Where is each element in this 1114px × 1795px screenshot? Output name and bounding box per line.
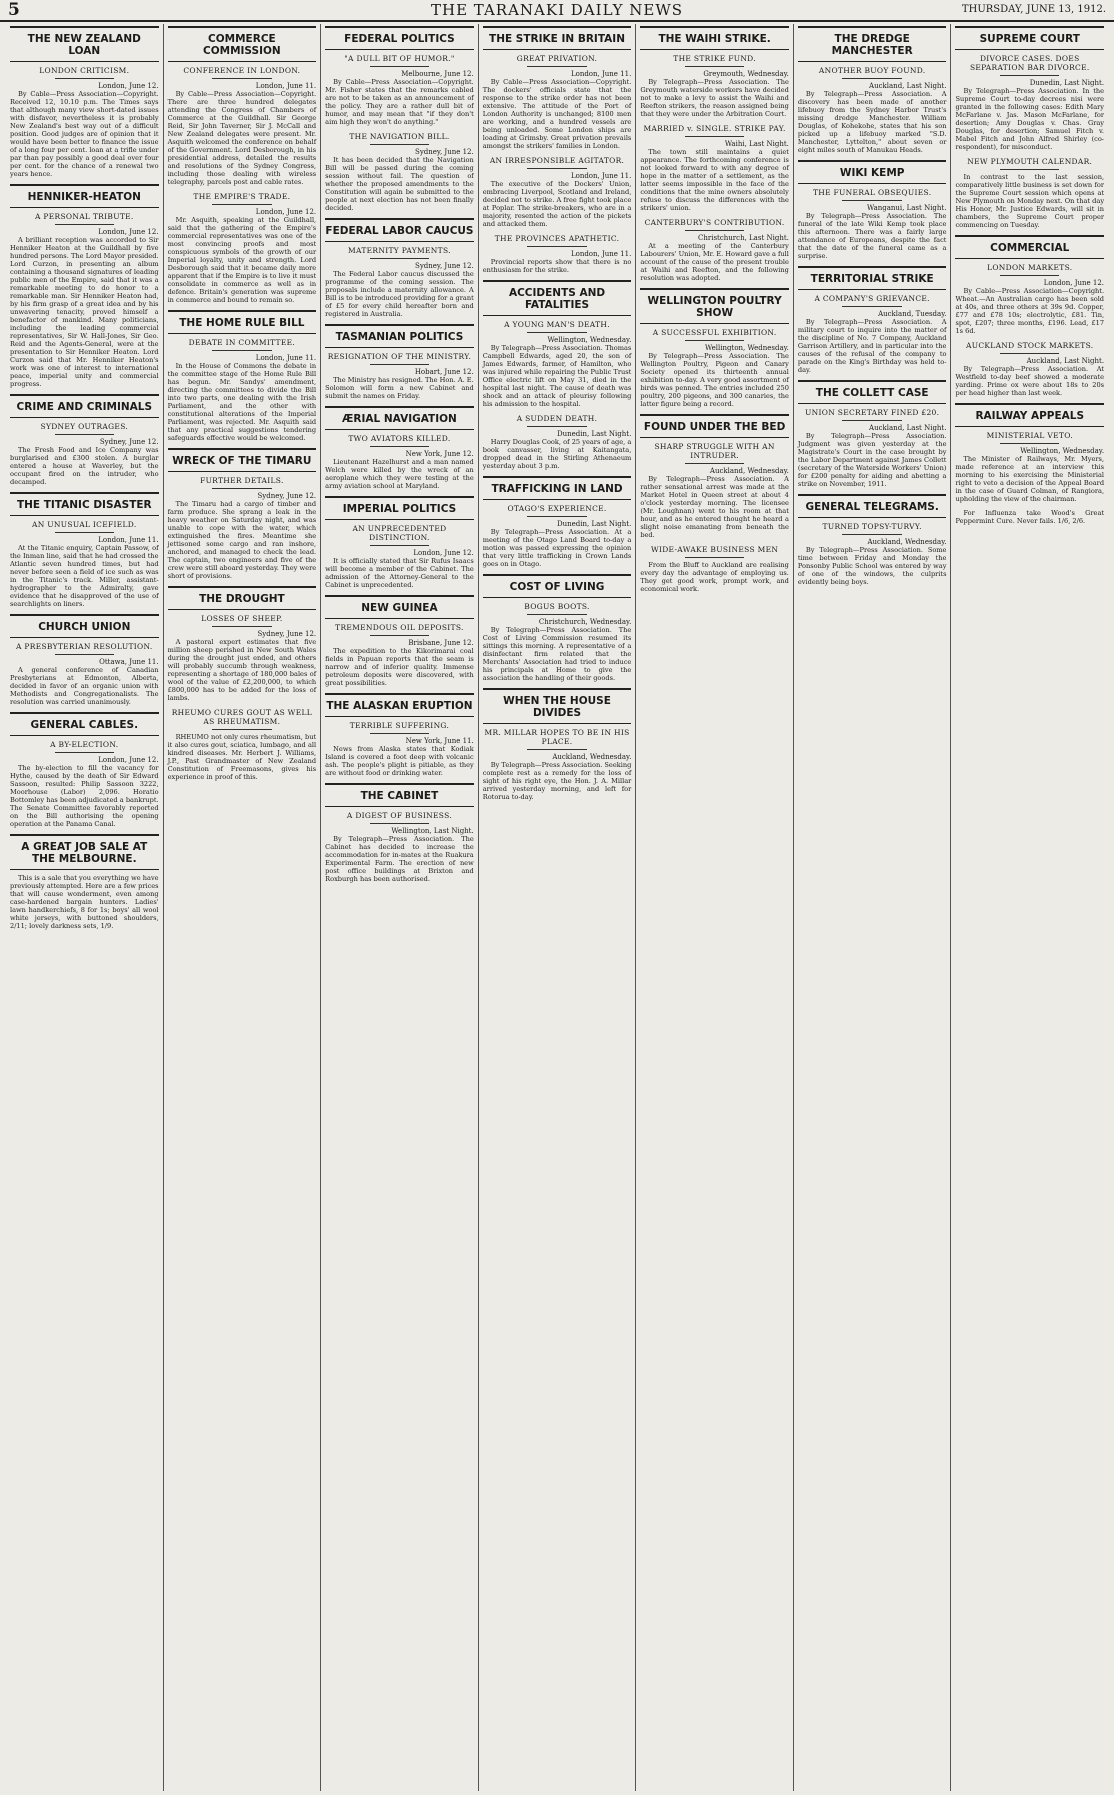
article: [325, 595, 474, 687]
columns: [6, 24, 1108, 1791]
article-dateline: London, June 11.: [570, 70, 632, 78]
article-subheading: A PERSONAL TRIBUTE.: [34, 212, 134, 221]
article-dateline: London, June 12.: [1043, 279, 1105, 287]
article-dateline: Wellington, Wednesday.: [547, 336, 632, 344]
divider: [370, 144, 429, 145]
article-subheading: "A DULL BIT OF HUMOR.": [344, 54, 455, 63]
article-subheading: BOGUS BOOTS.: [524, 602, 590, 611]
article: [10, 394, 159, 486]
article-dateline: Dunedin, Last Night.: [557, 520, 632, 528]
article-dateline: Sydney, June 12.: [415, 148, 474, 156]
divider: [212, 729, 271, 730]
page-number: 5: [8, 0, 20, 20]
divider: [55, 654, 114, 655]
divider: [55, 224, 114, 225]
article-body: At a meeting of the Canterbury Labourers' Union, Mr. E. Howard gave a full account of the cause of the present trouble at Waihi and Reefton, and the following resolution was adopted.: [640, 242, 789, 282]
article: [955, 509, 1104, 525]
divider: [685, 340, 744, 341]
divider: [370, 66, 429, 67]
article-headline: THE STRIKE IN BRITAIN: [483, 26, 632, 50]
article-dateline: Dunedin, Last Night.: [557, 430, 632, 438]
article-body: Harry Douglas Cook, of 25 years of age, a book canvasser, living at Kaitangata, dropped dead in the Stirling Athenaeum yesterday about 3 p.m.: [482, 438, 632, 470]
article-body: By Cable—Press Association—Copyright. Wheat.—An Australian cargo has been sold at 40s, and three others at 39s 9d. Copper, £77 and £78 10s; electrolytic, £81. Tin, spot, £207; three months, £196. Lead, £17 1s 6d.: [955, 287, 1105, 335]
article: [325, 324, 474, 400]
article-dateline: Auckland, Last Night.: [869, 424, 947, 432]
article-subheading: RHEUMO CURES GOUT AS WELL AS RHEUMATISM.: [171, 708, 313, 726]
article-subheading: A SUCCESSFUL EXHIBITION.: [652, 328, 777, 337]
article-dateline: London, June 11.: [255, 82, 317, 90]
article-headline: TRAFFICKING IN LAND: [483, 476, 632, 500]
article: [10, 834, 159, 930]
article-dateline: London, June 12.: [98, 756, 159, 764]
article-headline: THE HOME RULE BILL: [168, 310, 317, 334]
divider: [212, 488, 271, 489]
article-subheading: DEBATE IN COMMITTEE.: [188, 338, 296, 347]
article-subheading: A SUDDEN DEATH.: [516, 414, 598, 423]
article: [483, 574, 632, 682]
article: [168, 26, 317, 186]
article-body: Lieutenant Hazelhurst and a man named Welch were killed by the wreck of an aeroplane which they were testing at the army aviation school at Maryland.: [325, 458, 474, 490]
divider: [685, 136, 744, 137]
article-subheading: AN UNUSUAL ICEFIELD.: [32, 520, 137, 529]
article-subheading: AN IRRESPONSIBLE AGITATOR.: [489, 156, 625, 165]
article-headline: THE COLLETT CASE: [798, 380, 947, 404]
article-headline: RAILWAY APPEALS: [955, 403, 1104, 427]
divider: [685, 230, 744, 231]
column-5: [636, 24, 794, 1791]
article-body: The Minister of Railways, Mr. Myers, made reference at an interview this morning to his exercising the Ministerial right to veto a decision of the Appeal Board in the case of Guard Colman, of Rangiora, upholding the view of the chairman.: [955, 455, 1105, 503]
article: [10, 26, 159, 178]
divider: [527, 426, 586, 427]
article-subheading: A DIGEST OF BUSINESS.: [346, 811, 452, 820]
article: [483, 476, 632, 568]
article: [955, 157, 1104, 229]
article-body: By Telegraph—Press Association. The funeral of the late Wiki Kemp took place this afternoon. There was a fairly large attendance of Europeans, despite the fact that the date of the funeral came as a surprise.: [797, 212, 947, 260]
article-subheading: TERRIBLE SUFFERING.: [349, 721, 450, 730]
article: [955, 235, 1104, 335]
article: [640, 545, 789, 593]
divider: [527, 66, 586, 67]
article-dateline: London, June 11.: [570, 172, 632, 180]
article-body: It is officially stated that Sir Rufus Isaacs will become a member of the Cabinet. The admission of the Attorney-General to the Cabinet is unprecedented.: [325, 557, 474, 589]
article-body: By Telegraph—Press Association. A discovery has been made of another lifebuoy from the Sydney Harbor Trust's missing dredge Manchester. William Douglas, of Kohekohe, states that his son picked up a lifebuoy marked "S.D. Manchester, Lyttelton," about seven or eight miles south of Manukau Heads.: [797, 90, 947, 154]
article-headline: CHURCH UNION: [10, 614, 159, 638]
article-body: By Telegraph—Press Association. The Wellington Poultry, Pigeon and Canary Society opened its thirteenth annual exhibition to-day. A very good assortment of birds was penned. The entries included 250 poultry, 200 pigeons, and 300 canaries, the latter figure being a record.: [640, 352, 789, 408]
article-body: By Telegraph—Press Association. Some time between Friday and Monday the Ponsonby Public School was entered by way of one of the windows, the culprits evidently being boys.: [797, 546, 947, 586]
article: [640, 124, 789, 212]
article-dateline: Christchurch, Last Night.: [698, 234, 789, 242]
article-subheading: THE STRIKE FUND.: [673, 54, 756, 63]
divider: [1000, 353, 1059, 354]
divider: [212, 204, 271, 205]
article-body: The town still maintains a quiet appearance. The forthcoming conference is not looked forward to with any degree of hope in the matter of a settlement, as the latter seems impossible in the face of the conditions that the mine owners absolutely refuse to discuss the differences with the strikers' union.: [640, 148, 789, 212]
divider: [527, 749, 586, 750]
article-subheading: MARRIED v. SINGLE. STRIKE PAY.: [643, 124, 786, 133]
article-headline: COMMERCE COMMISSION: [168, 26, 317, 62]
divider: [55, 78, 114, 79]
article: [325, 693, 474, 777]
article-headline: WRECK OF THE TIMARU: [168, 448, 317, 472]
article-body: By Telegraph—Press Association. Seeking complete rest as a remedy for the loss of sight of his right eye, the Hon. J. A. Millar arrived yesterday morning, and left for Rotorua to-day.: [482, 761, 632, 801]
article-subheading: WIDE-AWAKE BUSINESS MEN: [650, 545, 779, 554]
article-headline: TERRITORIAL STRIKE: [798, 266, 947, 290]
article: [168, 586, 317, 702]
divider: [842, 78, 901, 79]
article-headline: A GREAT JOB SALE AT THE MELBOURNE.: [10, 834, 159, 870]
article-dateline: London, June 11.: [570, 250, 632, 258]
article-body: By Telegraph—Press Association. Thomas Campbell Edwards, aged 20, the son of James Edwards, farmer, of Hamilton, who was injured while repairing the Public Trust Office electric lift on May 31, died in the hospital last night. The cause of death was shock and an attack of pleurisy following his admission to the hospital.: [482, 344, 632, 408]
article-dateline: Auckland, Last Night.: [869, 82, 947, 90]
divider: [370, 258, 429, 259]
article-subheading: SHARP STRUGGLE WITH AN INTRUDER.: [654, 442, 775, 460]
article: [955, 26, 1104, 151]
divider: [370, 364, 429, 365]
article-headline: THE DREDGE MANCHESTER: [798, 26, 947, 62]
article-subheading: GREAT PRIVATION.: [516, 54, 598, 63]
article: [798, 160, 947, 260]
column-2: [164, 24, 322, 1791]
article-headline: WHEN THE HOUSE DIVIDES: [483, 688, 632, 724]
article-headline: FOUND UNDER THE BED: [640, 414, 789, 438]
article-dateline: Christchurch, Wednesday.: [538, 618, 632, 626]
divider: [842, 420, 901, 421]
article: [168, 448, 317, 580]
article: [955, 403, 1104, 503]
divider: [842, 534, 901, 535]
article-dateline: Wellington, Wednesday.: [705, 344, 789, 352]
divider: [527, 168, 586, 169]
article-headline: GENERAL TELEGRAMS.: [798, 494, 947, 518]
article-dateline: Auckland, Wednesday.: [709, 467, 789, 475]
article-dateline: Dunedin, Last Night.: [1029, 79, 1105, 87]
article-subheading: ANOTHER BUOY FOUND.: [818, 66, 926, 75]
article-dateline: New York, June 12.: [405, 450, 474, 458]
article: [640, 414, 789, 539]
article-dateline: Wellington, Last Night.: [391, 827, 474, 835]
article-body: By Telegraph—Press Association. At Westfield to-day beef showed a moderate yarding. Prime ox were about 18s to 20s per head higher than last week.: [955, 365, 1105, 397]
article-headline: THE NEW ZEALAND LOAN: [10, 26, 159, 62]
article: [325, 496, 474, 589]
article-headline: WIKI KEMP: [798, 160, 947, 184]
article-subheading: CANTERBURY'S CONTRIBUTION.: [644, 218, 785, 227]
divider: [527, 516, 586, 517]
article-body: By Cable—Press Association—Copyright. There are three hundred delegates attending the Congress of Chambers of Commerce at the Guildhall. Sir George Reid, Sir John Taverner, Sir J. McCall and New Zealand delegates were present. Mr. Asquith welcomed the conference on behalf of the Government. Lord Desborough, in his presidential address, detailed the results and resolutions of the Sydney Congress, including those dealing with wireless telegraphy, parcels post and cable rates.: [167, 90, 317, 186]
article-subheading: SYDNEY OUTRAGES.: [40, 422, 129, 431]
divider: [1000, 169, 1059, 170]
article-dateline: London, June 11.: [255, 354, 317, 362]
article-subheading: LOSSES OF SHEEP.: [201, 614, 283, 623]
article-body: This is a sale that you everything we have previously attempted. Here are a few prices that will cause wonderment, even among case-hardened bargain hunters. Ladies' lawn handkerchiefs, 8 for 1s; boys' all wool white jerseys, with buttoned shoulders, 2/11; lovely darkness sets, 1/9.: [10, 874, 159, 930]
article-headline: COMMERCIAL: [955, 235, 1104, 259]
column-7: [951, 24, 1108, 1791]
article: [483, 414, 632, 470]
article-headline: THE WAIHI STRIKE.: [640, 26, 789, 50]
article-subheading: A PRESBYTERIAN RESOLUTION.: [16, 642, 153, 651]
article-dateline: Greymouth, Wednesday.: [703, 70, 789, 78]
article: [325, 26, 474, 126]
article-body: By Cable—Press Association—Copyright. Received 12, 10.10 p.m. The Times says that although many view short-dated issues with disfavor, nevertheless it is probably New Zealand's best way out of a difficult position. Good judges are of opinion that it would have been better to finance the issue of a long four per cent. loan at a trifle under par than pay possibly a good deal over four per cent. for the chance of a renewal two years hence.: [10, 90, 159, 178]
article-dateline: Melbourne, June 12.: [401, 70, 474, 78]
article-body: A pastoral expert estimates that five million sheep perished in New South Wales during the drought just ended, and others will probably succumb through weakness, representing a shortage of 180,000 bales of wool of the value of £2,200,000, to which £800,000 has to be added for the loss of lambs.: [167, 638, 317, 702]
article-body: By Telegraph—Press Association. Judgment was given yesterday at the Magistrate's Court in the case brought by the Labor Department against James Collett (secretary of the Waterside Workers' Union) for £200 penalty for aiding and abetting a strike on November, 1911.: [797, 432, 947, 488]
divider: [1000, 443, 1059, 444]
article-dateline: Wellington, Wednesday.: [1020, 447, 1105, 455]
divider: [370, 545, 429, 546]
divider: [212, 78, 271, 79]
article-body: In the House of Commons the debate in the committee stage of the Home Rule Bill has begun. Mr. Sandys' amendment, directing the committees to divide the Bill into two parts, one dealing with the Irish Parliament, and the other with constitutional alterations of the Imperial Parliament, was rejected. Mr. Asquith said that any practical suggestions tendering safeguards effective would be welcomed.: [167, 362, 317, 442]
article-body: It has been decided that the Navigation Bill will be passed during the coming session without fail. The question of whether the proposed amendments to the Constitution will again be submitted to the people at next election has not been finally decided.: [325, 156, 474, 212]
newspaper-title: THE TARANAKI DAILY NEWS: [430, 1, 684, 19]
article-dateline: Sydney, June 12.: [257, 492, 317, 500]
article-headline: GENERAL CABLES.: [10, 712, 159, 736]
article-subheading: MATERNITY PAYMENTS.: [348, 246, 451, 255]
article-dateline: Auckland, Wednesday.: [552, 753, 632, 761]
article: [955, 341, 1104, 397]
article: [10, 184, 159, 388]
article-body: In contrast to the last session, comparatively little business is set down for the Supreme Court session which opens at New Plymouth on Monday next. On that day His Honor, Mr. Justice Edwards, will sit in chambers, the Supreme Court proper commencing on Tuesday.: [955, 173, 1105, 229]
article-subheading: FURTHER DETAILS.: [200, 476, 284, 485]
article: [483, 688, 632, 801]
article-headline: CRIME AND CRIMINALS: [10, 394, 159, 418]
article-headline: ÆRIAL NAVIGATION: [325, 406, 474, 430]
article: [798, 266, 947, 374]
article-subheading: TREMENDOUS OIL DEPOSITS.: [335, 623, 464, 632]
article-dateline: London, June 12.: [98, 228, 159, 236]
article: [325, 406, 474, 490]
article-body: At the Titanic enquiry, Captain Passow, of the Inman line, said that he had crossed the Atlantic seven hundred times, but had never before seen a field of ice such as was in the Titanic's track. Miller, assistant-hydrographer to the Admiralty, gave evidence that he disapproved of the use of searchlights on liners.: [10, 544, 159, 608]
divider: [527, 614, 586, 615]
article-headline: THE TITANIC DISASTER: [10, 492, 159, 516]
article: [168, 192, 317, 304]
divider: [370, 635, 429, 636]
article-body: By Telegraph—Press Association. A military court to inquire into the matter of the discipline of No. 7 Company, Auckland Garrison Artillery, and in particular into the causes of the refusal of the company to parade on the King's Birthday was held to-day.: [797, 318, 947, 374]
article: [798, 380, 947, 488]
article-body: The expedition to the Kikorimarai coal fields in Papuan reports that the seam is narrow and of inferior quality. Immense petroleum deposits were discovered, with great possibilities.: [325, 647, 474, 687]
column-6: [794, 24, 952, 1791]
divider: [1000, 75, 1059, 76]
article-dateline: London, June 12.: [413, 549, 474, 557]
article-dateline: Auckland, Wednesday.: [867, 538, 947, 546]
article-dateline: Sydney, June 12.: [257, 630, 317, 638]
divider: [370, 733, 429, 734]
article-headline: FEDERAL LABOR CAUCUS: [325, 218, 474, 242]
article-subheading: LONDON MARKETS.: [987, 263, 1073, 272]
article-subheading: TURNED TOPSY-TURVY.: [822, 522, 922, 531]
article-body: By Telegraph—Press Association. A rather sensational arrest was made at the Market Hotel in Queen street at about 4 o'clock yesterday morning. The licensee (Mr. Loughnan) went to his room at that hour, and as he entered thought he heard a slight noise emanating from beneath the bed.: [640, 475, 789, 539]
article: [483, 156, 632, 228]
article-headline: ACCIDENTS AND FATALITIES: [483, 280, 632, 316]
article-subheading: A YOUNG MAN'S DEATH.: [504, 320, 610, 329]
column-1: [6, 24, 164, 1791]
article-headline: FEDERAL POLITICS: [325, 26, 474, 50]
article-subheading: DIVORCE CASES. DOES SEPARATION BAR DIVORCE.: [969, 54, 1090, 72]
divider: [370, 446, 429, 447]
article-subheading: THE NAVIGATION BILL.: [349, 132, 450, 141]
article: [798, 26, 947, 154]
article-dateline: Hobart, June 12.: [414, 368, 474, 376]
article: [640, 288, 789, 408]
divider: [685, 66, 744, 67]
article: [10, 614, 159, 706]
article-body: By Telegraph—Press Association. The Greymouth waterside workers have decided not to make a levy to assist the Waihi and Reefton strikers, the reason assigned being that they were under the Arbitration Court.: [640, 78, 789, 118]
article: [168, 708, 317, 781]
article-body: A general conference of Canadian Presbyterians at Edmonton, Alberta, decided in favor of an organic union with Methodists and Congregationalists. The resolution was carried unanimously.: [10, 666, 159, 706]
article-headline: COST OF LIVING: [483, 574, 632, 598]
article-body: The by-election to fill the vacancy for Hythe, caused by the death of Sir Edward Sassoon, resulted: Philip Sassoon 3222, Moorhouse (Labor) 2,096. Horatio Bottomley has been adjudicated a bankrupt. The Senate Committee favorably reported on the Bill authorising the opening operation at the Panama Canal.: [10, 764, 159, 828]
divider: [527, 246, 586, 247]
article: [10, 712, 159, 828]
article-subheading: NEW PLYMOUTH CALENDAR.: [967, 157, 1093, 166]
article-subheading: MR. MILLAR HOPES TO BE IN HIS PLACE.: [484, 728, 630, 746]
masthead: [0, 0, 1114, 22]
divider: [55, 434, 114, 435]
article-headline: IMPERIAL POLITICS: [325, 496, 474, 520]
article-body: The Ministry has resigned. The Hon. A. E. Solomon will form a new Cabinet and submit the names on Friday.: [325, 376, 474, 400]
article-dateline: London, June 11.: [98, 536, 159, 544]
article-headline: SUPREME COURT: [955, 26, 1104, 50]
article-headline: TASMANIAN POLITICS: [325, 324, 474, 348]
article-dateline: Waihi, Last Night.: [724, 140, 789, 148]
article: [640, 218, 789, 282]
article-dateline: Sydney, June 12.: [415, 262, 474, 270]
article-body: By Telegraph—Press Association. The Cabinet has decided to increase the accommodation for in-mates at the Ruakura Experimental Farm. The erection of new post office buildings at Brixton and Roxburgh has been authorised.: [325, 835, 474, 883]
article: [798, 494, 947, 586]
article-body: By Cable—Press Association—Copyright. The dockers' officials state that the response to the strike order has not been extensive. The attitude of the Port of London Authority is unchanged; 8100 men are working, and a hundred vessels are being unloaded. Some London ships are loading at Grimsby. Great privation prevails amongst the strikers' families in London.: [482, 78, 632, 150]
article: [168, 310, 317, 442]
divider: [212, 350, 271, 351]
article-dateline: Wanganui, Last Night.: [866, 204, 947, 212]
article: [325, 218, 474, 318]
article-dateline: London, June 12.: [255, 208, 317, 216]
article-headline: THE ALASKAN ERUPTION: [325, 693, 474, 717]
article-subheading: AN UNPRECEDENTED DISTINCTION.: [352, 524, 447, 542]
article-body: By Telegraph—Press Association. In the Supreme Court to-day decrees nisi were granted in the following cases: Edith Mary McFarlane v. Jas. Mason McFarlane, for desertion; Amy Douglas v. Chas. Gray Douglas, for desertion; Samuel Fitch v. Mabel Fitch and John Alfred Shirley (co-respondent), for misconduct.: [955, 87, 1105, 151]
article-dateline: Brisbane, June 12.: [408, 639, 474, 647]
article-body: By Telegraph—Press Association. The Cost of Living Commission resumed its sittings this morning. A representative of a disinfectant firm related that the Merchants' Association had tried to induce his principals at Home to give the association the handling of their goods.: [482, 626, 632, 682]
article-subheading: THE FUNERAL OBSEQUIES.: [812, 188, 932, 197]
article-subheading: THE PROVINCES APATHETIC.: [494, 234, 620, 243]
article-headline: THE DROUGHT: [168, 586, 317, 610]
divider: [1000, 275, 1059, 276]
article-body: A brilliant reception was accorded to Sir Henniker Heaton at the Guildhall by five hundred persons. The Lord Mayor presided. Lord Curzon, in presenting an album containing a thousand signatures of leading public men of the Empire, said that it was a remarkable meeting to do honor to a remarkable man. Sir Henniker Heaton had, by his firm grasp of a great idea and by his unwavering tenacity, proved himself a benefactor of mankind. Many politicians, including the leading commercial representatives, Sir W. Hall-Jones, Sir Geo. Reid and the Agents-General, were at the presentation to Sir Henniker Heaton. Lord Curzon said that Mr. Henniker Heaton's work was one of interest to international peace, imperial unity and commercial progress.: [10, 236, 159, 388]
article: [10, 492, 159, 608]
article-body: The Federal Labor caucus discussed the programme of the coming session. The proposals include a maternity allowance. A Bill is to be introduced providing for a grant of £5 for every child hereafter born and registered in Australia.: [325, 270, 474, 318]
column-4: [479, 24, 637, 1791]
divider: [212, 626, 271, 627]
article-body: The executive of the Dockers' Union, embracing Liverpool, Scotland and Ireland, decided not to strike. A free fight took place at Poplar. The strike-breakers, who are in a majority, resented the action of the pickets and attacked them.: [482, 180, 632, 228]
issue-date: THURSDAY, JUNE 13, 1912.: [961, 4, 1106, 15]
article-body: By Telegraph—Press Association. At a meeting of the Otago Land Board to-day a motion was passed expressing the opinion that very little trafficking in Crown Lands goes on in Otago.: [482, 528, 632, 568]
divider: [55, 532, 114, 533]
article: [325, 783, 474, 883]
divider: [685, 557, 744, 558]
article-subheading: TWO AVIATORS KILLED.: [348, 434, 451, 443]
article-headline: THE CABINET: [325, 783, 474, 807]
article-headline: HENNIKER-HEATON: [10, 184, 159, 208]
article-subheading: OTAGO'S EXPERIENCE.: [507, 504, 607, 513]
divider: [370, 823, 429, 824]
article-dateline: New York, June 11.: [405, 737, 474, 745]
article-dateline: London, June 12.: [98, 82, 159, 90]
article-subheading: LONDON CRITICISM.: [39, 66, 130, 75]
article-subheading: THE EMPIRE'S TRADE.: [193, 192, 291, 201]
article-body: From the Bluff to Auckland are realising every day the advantage of employing us. They get good work, prompt work, and economical work.: [640, 561, 789, 593]
divider: [842, 306, 901, 307]
article-body: For Influenza take Wood's Great Peppermint Cure. Never fails. 1/6, 2/6.: [955, 509, 1105, 525]
divider: [55, 752, 114, 753]
article: [325, 132, 474, 212]
column-3: [321, 24, 479, 1791]
article-body: RHEUMO not only cures rheumatism, but it also cures gout, sciatica, lumbago, and all kindred diseases. Mr. Herbert J. Williams, J.P., Past Grandmaster of New Zealand Constitution of Freemasons, gives his experience in proof of this.: [167, 733, 317, 781]
divider: [527, 332, 586, 333]
article: [483, 26, 632, 150]
article-body: The Timaru had a cargo of timber and farm produce. She sprang a leak in the heavy weather on Saturday night, and was unable to cope with the water, which extinguished the fires. Meantime she jettisoned some cargo and ran inshore, anchored, and managed to check the lead. The captain, two engineers and five of the crew were still aboard yesterday. They were short of provisions.: [167, 500, 317, 580]
article-subheading: MINISTERIAL VETO.: [986, 431, 1073, 440]
article-body: The Fresh Food and Ice Company was burglarised and £300 stolen. A burglar entered a house at Waverley, but the occupant fired on the intruder, who decamped.: [10, 446, 159, 486]
article: [640, 26, 789, 118]
article-dateline: Auckland, Last Night.: [1026, 357, 1105, 365]
article-body: Mr. Asquith, speaking at the Guildhall, said that the gathering of the Empire's commercial representatives was one of the most convincing proofs and most conspicuous symbols of the growth of our Imperial loyalty, unity and strength. Lord Desborough said that it became daily more apparent that if the Empire is to live it must consolidate in commerce as well as in defence. Britain's generation was supreme in commerce and bound to remain so.: [167, 216, 317, 304]
divider: [842, 200, 901, 201]
article-subheading: AUCKLAND STOCK MARKETS.: [966, 341, 1094, 350]
article-body: Provincial reports show that there is no enthusiasm for the strike.: [482, 258, 632, 274]
article-dateline: Ottawa, June 11.: [99, 658, 159, 666]
divider: [685, 463, 744, 464]
article-subheading: RESIGNATION OF THE MINISTRY.: [327, 352, 472, 361]
article-subheading: CONFERENCE IN LONDON.: [183, 66, 301, 75]
article-subheading: A BY-ELECTION.: [50, 740, 119, 749]
article-dateline: Sydney, June 12.: [99, 438, 159, 446]
article: [483, 234, 632, 274]
article-body: News from Alaska states that Kodiak Island is covered a foot deep with volcanic ash. The people's plight is pitiable, as they are without food or drinking water.: [325, 745, 474, 777]
article-dateline: Auckland, Tuesday.: [878, 310, 947, 318]
article-subheading: UNION SECRETARY FINED £20.: [805, 408, 940, 417]
article-headline: WELLINGTON POULTRY SHOW: [640, 288, 789, 324]
article-body: By Cable—Press Association—Copyright. Mr. Fisher states that the remarks cabled are not to be taken as an announcement of the policy. They are a rather dull bit of humor, and may mean that "if they don't aim high they won't do anything.": [325, 78, 474, 126]
article-subheading: A COMPANY'S GRIEVANCE.: [814, 294, 930, 303]
article: [483, 280, 632, 408]
article-headline: NEW GUINEA: [325, 595, 474, 619]
